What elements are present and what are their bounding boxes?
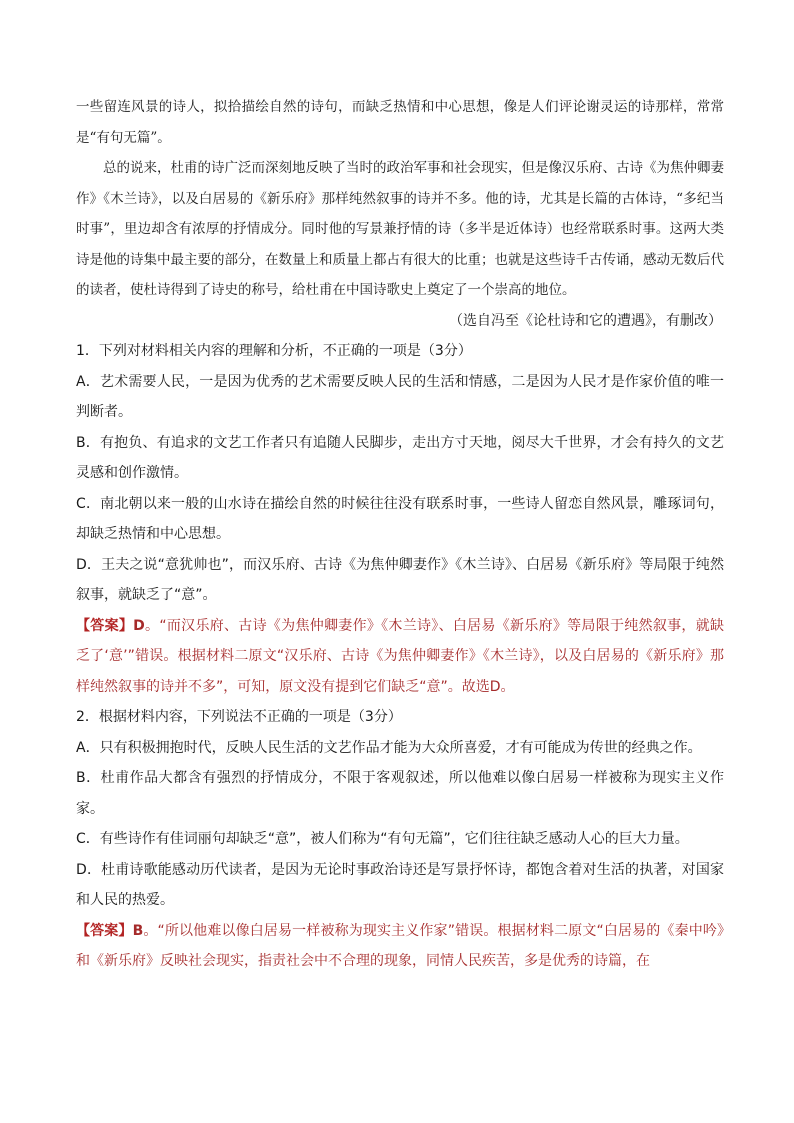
answer-tag: 【答案】	[76, 617, 134, 634]
answer-tag: 【答案】	[76, 922, 133, 939]
passage-source: （选自冯至《论杜诗和它的遭遇》，有删改）	[449, 312, 722, 329]
question-2-option-a: A．只有积极拥抱时代，反映人民生活的文艺作品才能为大众所喜爱，才有可能成为传世的经典之作。	[76, 739, 702, 756]
answer-explanation: 。“所以他难以像白居易一样被称为现实主义作家”错误。根据材料二原文“白居易的《秦中吟》和《新乐府》反映社会现实，指责社会中不合理的现象，同情人民疾苦，多是优秀的诗篇，在	[76, 922, 724, 969]
question-1-answer	[76, 611, 724, 703]
question-2-stem: 2．根据材料内容，下列说法不正确的一项是（3分）	[76, 709, 402, 725]
question-1-option-c: C．南北朝以来一般的山水诗在描绘自然的时候往往没有联系时事，一些诗人留恋自然风景，雕琢词句，却缺乏热情和中心思想。	[76, 495, 724, 542]
question-1-option-d: D．王夫之说“意犹帅也”，而汉乐府、古诗《为焦仲卿妻作》《木兰诗》、白居易《新乐府》等局限于纯然叙事，就缺乏了“意”。	[76, 556, 724, 603]
question-2-option-b: B．杜甫作品大都含有强烈的抒情成分，不限于客观叙述，所以他难以像白居易一样被称为现实主义作家。	[76, 770, 724, 817]
question-1-stem: 1．下列对材料相关内容的理解和分析，不正确的一项是（3分）	[76, 343, 472, 359]
question-2-answer	[76, 916, 724, 977]
question-2-option-d: D．杜甫诗歌能感动历代读者，是因为无论时事政治诗还是写景抒怀诗，都饱含着对生活的执著，对国家和人民的热爱。	[76, 861, 724, 908]
question-1-option-a: A．艺术需要人民，一是因为优秀的艺术需要反映人民的生活和情感，二是因为人民才是作家价值的唯一判断者。	[76, 373, 724, 420]
answer-explanation: 。“而汉乐府、古诗《为焦仲卿妻作》《木兰诗》、白居易《新乐府》等局限于纯然叙事，就缺乏了‘意’”错误。根据材料二原文“汉乐府、古诗《为焦仲卿妻作》《木兰诗》，以及白居易的《新乐府》那样纯然叙事的诗并不多”，可知，原文没有提到它们缺乏“意”。故选D。	[76, 617, 724, 695]
answer-key: B	[132, 922, 144, 939]
question-1-option-b: B．有抱负、有追求的文艺工作者只有追随人民脚步，走出方寸天地，阅尽大千世界，才会有持久的文艺灵感和创作激情。	[76, 434, 724, 481]
answer-key: D	[133, 617, 145, 634]
question-2-option-c: C．有些诗作有佳词丽句却缺乏“意”，被人们称为“有句无篇”，它们往往缺乏感动人心的巨大力量。	[76, 831, 689, 847]
passage-paragraph-1: 一些留连风景的诗人，拟拾描绘自然的诗句，而缺乏热情和中心思想，像是人们评论谢灵运的诗那样，常常是“有句无篇”。	[76, 99, 724, 146]
passage-paragraph-2: 总的说来，杜甫的诗广泛而深刻地反映了当时的政治军事和社会现实，但是像汉乐府、古诗《为焦仲卿妻作》《木兰诗》，以及白居易的《新乐府》那样纯然叙事的诗并不多。他的诗，尤其是长篇的古体诗，“多纪当时事”，里边却含有浓厚的抒情成分。同时他的写景兼抒情的诗（多半是近体诗）也经常联系时事。这两大类诗是他的诗集中最主要的部分，在数量上和质量上都占有很大的比重；也就是这些诗千古传诵，感动无数后代的读者，使杜诗得到了诗史的称号，给杜甫在中国诗歌史上奠定了一个崇高的地位。	[76, 160, 724, 298]
